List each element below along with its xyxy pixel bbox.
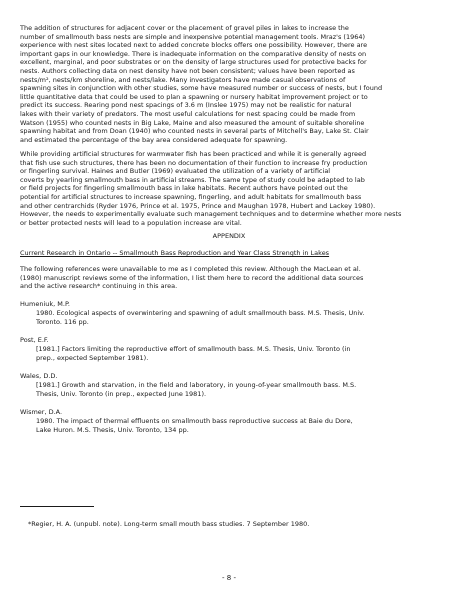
text-line: important gaps in our knowledge. There is inadequate information on the comparative density of nests on: [20, 49, 367, 58]
text-line: excellent, marginal, and poor substrates or on the density of large structures used for protective backs for: [20, 58, 367, 67]
reference-author: Humeniuk, M.P.: [20, 300, 70, 308]
text-line: prep., expected September 1981).: [36, 353, 149, 362]
text-line: potential for artificial structures to increase spawning, fingerling, and adult habitats for smallmouth bass: [20, 192, 362, 201]
page-number: - 8 -: [222, 574, 236, 582]
text-line: However, the needs to experimentally evaluate such management techniques and to determine whether more nests: [20, 210, 402, 219]
reference-entry: [36, 417, 440, 434]
text-line: that fish use such structures, there has been no documentation of their function to increase fry production: [20, 158, 368, 167]
text-line: 1980. Ecological aspects of overwintering and spawning of adult smallmouth bass. M.S. Thesis, Univ.: [36, 309, 365, 317]
appendix-heading: APPENDIX: [212, 232, 246, 240]
reference-entry: [36, 345, 440, 362]
text-line: spawning habitat and from Doan (1940) who counted nests in several parts of Mitchell's Bay, Lake St. Clair: [20, 127, 369, 136]
text-line: The following references were unavailable to me as I completed this review. Although the MacLean et al.: [20, 265, 361, 273]
text-line: and other centrarchids (Ryder 1976, Prince et al. 1975, Prince and Maughan 1978, Hubert and Lackey 1980).: [20, 201, 376, 210]
text-line: or better protected nests will lead to a population increase are vital.: [20, 218, 242, 227]
text-line: The addition of structures for adjacent cover or the placement of gravel piles in lakes to increase the: [20, 24, 349, 32]
reference-entry: [36, 381, 440, 398]
footnote-divider: [20, 506, 94, 507]
text-line: or field projects for fingerling smallmouth bass in lake habitats. Recent authors have pointed out the: [20, 184, 348, 193]
text-line: coverts by yearling smallmouth bass in artificial streams. The same type of study could be adapted to lab: [20, 175, 365, 184]
appendix-intro: [20, 265, 440, 291]
text-line: nests/m², nests/km shoreline, and nests/lake. Many investigators have made casual observations of: [20, 75, 346, 84]
text-line: While providing artificial structures for warmwater fish has been practiced and while it is generally agreed: [20, 150, 367, 158]
text-line: Toronto. 116 pp.: [36, 317, 89, 326]
text-line: and the active research* continuing in this area.: [20, 282, 178, 291]
text-line: or fingerling survival. Haines and Butler (1969) evaluated the utilization of a variety of artificial: [20, 167, 331, 176]
reference-author: Wales, D.D.: [20, 372, 58, 380]
text-line: spawning sites in conjunction with other studies, some have measured number or success of nests, but I found: [20, 84, 383, 93]
text-line: lakes with their variety of predators. The most useful calculations for nest spacing could be made from: [20, 109, 356, 118]
reference-author: Post, E.F.: [20, 336, 49, 344]
text-line: experience with nest sites located next to added concrete blocks offers one possibility. However, there are: [20, 41, 368, 50]
body-paragraph-1: [20, 24, 440, 144]
text-line: [1981.] Factors limiting the reproductive effort of smallmouth bass. M.S. Thesis, Univ. Toronto (in: [36, 345, 351, 353]
text-line: Watson (1955) who counted nests in Big Lake, Maine and also measured the amount of suitable shoreline: [20, 118, 365, 127]
body-paragraph-2: [20, 150, 440, 227]
text-line: nests. Authors collecting data on nest density have not been consistent; values have been reported as: [20, 66, 355, 75]
text-line: and estimated the percentage of the bay area considered adequate for spawning.: [20, 135, 288, 144]
text-line: 1980. The impact of thermal effluents on smallmouth bass reproductive success at Baie du Dore,: [36, 417, 353, 425]
text-line: Thesis, Univ. Toronto (in prep., expected June 1981).: [36, 389, 207, 398]
text-line: Lake Huron. M.S. Thesis, Univ. Toronto, 134 pp.: [36, 425, 189, 434]
reference-author: Wismer, D.A.: [20, 408, 63, 416]
text-line: [1981.] Growth and starvation, in the field and laboratory, in young-of-year smallmouth bass. M.S.: [36, 381, 357, 389]
reference-entry: [36, 309, 440, 326]
text-line: predict its success. Rearing pond nest spacings of 3.6 m (Inslee 1975) may not be realistic for natural: [20, 101, 352, 110]
appendix-subheading: Current Research in Ontario -- Smallmouth Bass Reproduction and Year Class Strength in Lakes: [20, 249, 330, 257]
text-line: number of smallmouth bass nests are simple and inexpensive potential management tools. Mraz's (1964): [20, 32, 366, 41]
footnote: *Regier, H. A. (unpubl. note). Long-term small mouth bass studies. 7 September 1980.: [28, 520, 310, 528]
text-line: little quantitative data that could be used to plan a spawning or nursery habitat improvement project or to: [20, 92, 368, 101]
text-line: (1980) manuscript reviews some of the information, I list them here to record the additional data sources: [20, 273, 364, 282]
